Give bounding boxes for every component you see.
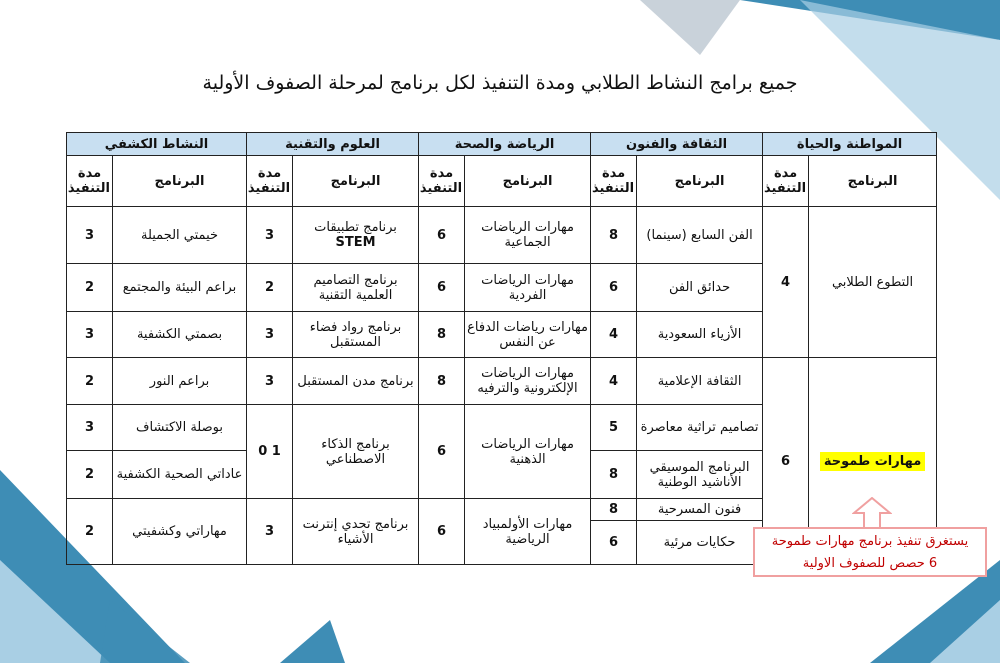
duration-cell: 6 xyxy=(419,207,465,264)
duration-cell: 4 xyxy=(763,207,809,358)
duration-cell: 3 xyxy=(247,499,293,565)
col-header-duration: مدة التنفيذ xyxy=(763,156,809,207)
program-cell: براعم النور xyxy=(113,358,247,405)
program-cell: مهارات الرياضات الذهنية xyxy=(465,405,591,499)
duration-cell: 3 xyxy=(67,207,113,264)
duration-cell: 6 xyxy=(419,264,465,312)
page-title: جميع برامج النشاط الطلابي ومدة التنفيذ لكل برنامج لمرحلة الصفوف الأولية xyxy=(202,72,798,94)
callout-note xyxy=(753,527,987,577)
duration-cell: 6 xyxy=(591,521,637,565)
program-cell: التطوع الطلابي xyxy=(809,207,937,358)
program-cell: عاداتي الصحية الكشفية xyxy=(113,451,247,499)
program-cell: فنون المسرحية xyxy=(637,499,763,521)
program-cell: حكايات مرئية xyxy=(637,521,763,565)
col-header-duration: مدة التنفيذ xyxy=(591,156,637,207)
program-cell: مهارات الرياضات الإلكترونية والترفيه xyxy=(465,358,591,405)
program-cell: برنامج الذكاء الاصطناعي xyxy=(293,405,419,499)
program-cell: الأزياء السعودية xyxy=(637,312,763,358)
duration-cell: 3 xyxy=(67,405,113,451)
program-cell: تصاميم تراثية معاصرة xyxy=(637,405,763,451)
program-cell: بصمتي الكشفية xyxy=(113,312,247,358)
program-cell: براعم البيئة والمجتمع xyxy=(113,264,247,312)
programs-table xyxy=(66,132,937,565)
col-header-program: البرنامج xyxy=(809,156,937,207)
col-header-program: البرنامج xyxy=(465,156,591,207)
program-cell: مهارات رياضات الدفاع عن النفس xyxy=(465,312,591,358)
duration-cell: 6 xyxy=(419,405,465,499)
program-cell: برنامج التصاميم العلمية التقنية xyxy=(293,264,419,312)
callout-arrow-icon xyxy=(852,497,892,529)
duration-cell: 4 xyxy=(591,358,637,405)
program-cell: مهارات الرياضات الفردية xyxy=(465,264,591,312)
duration-cell: 3 xyxy=(67,312,113,358)
duration-cell: 3 xyxy=(247,312,293,358)
col-header-duration: مدة التنفيذ xyxy=(67,156,113,207)
program-cell: مهاراتي وكشفيتي xyxy=(113,499,247,565)
top-right-triangle-grey xyxy=(640,0,740,55)
duration-cell: 2 xyxy=(67,264,113,312)
bottom-center-triangle xyxy=(280,620,345,663)
program-cell: برنامج تطبيقات STEM xyxy=(293,207,419,264)
program-cell: حدائق الفن xyxy=(637,264,763,312)
program-cell: الفن السابع (سينما) xyxy=(637,207,763,264)
duration-cell: 2 xyxy=(247,264,293,312)
duration-cell: 6 xyxy=(763,358,809,565)
col-header-program: البرنامج xyxy=(113,156,247,207)
col-header-duration: مدة التنفيذ xyxy=(247,156,293,207)
program-cell: خيمتي الجميلة xyxy=(113,207,247,264)
program-cell: بوصلة الاكتشاف xyxy=(113,405,247,451)
program-cell: برنامج تحدي إنترنت الأشياء xyxy=(293,499,419,565)
duration-cell: 3 xyxy=(247,207,293,264)
duration-cell: 8 xyxy=(419,312,465,358)
col-header-duration: مدة التنفيذ xyxy=(419,156,465,207)
duration-cell: 3 xyxy=(247,358,293,405)
duration-cell: 2 xyxy=(67,499,113,565)
duration-cell: 6 xyxy=(419,499,465,565)
program-cell: الثقافة الإعلامية xyxy=(637,358,763,405)
group-header-citizenship: المواطنة والحياة xyxy=(763,133,937,156)
duration-cell: 8 xyxy=(591,499,637,521)
program-cell: مهارات الأولمبياد الرياضية xyxy=(465,499,591,565)
duration-cell: 4 xyxy=(591,312,637,358)
duration-cell: 2 xyxy=(67,358,113,405)
program-cell: برنامج مدن المستقبل xyxy=(293,358,419,405)
callout-line-2: 6 حصص للصفوف الاولية xyxy=(802,556,938,571)
program-cell: مهارات الرياضات الجماعية xyxy=(465,207,591,264)
group-header-culture: الثقافة والفنون xyxy=(591,133,763,156)
group-header-scouting: النشاط الكشفي xyxy=(67,133,247,156)
col-header-program: البرنامج xyxy=(637,156,763,207)
duration-cell: 5 xyxy=(591,405,637,451)
program-cell: برنامج رواد فضاء المستقبل xyxy=(293,312,419,358)
duration-cell: 8 xyxy=(591,207,637,264)
group-header-science: العلوم والتقنية xyxy=(247,133,419,156)
duration-cell: 1 0 xyxy=(247,405,293,499)
bottom-left-triangle-small xyxy=(100,600,190,663)
callout-line-1: يستغرق تنفيذ برنامج مهارات طموحة xyxy=(771,534,969,549)
col-header-program: البرنامج xyxy=(293,156,419,207)
group-header-sports: الرياضة والصحة xyxy=(419,133,591,156)
duration-cell: 6 xyxy=(591,264,637,312)
program-cell-highlighted: مهارات طموحة xyxy=(809,358,937,565)
duration-cell: 2 xyxy=(67,451,113,499)
duration-cell: 8 xyxy=(591,451,637,499)
program-cell: البرنامج الموسيقي الأناشيد الوطنية xyxy=(637,451,763,499)
duration-cell: 8 xyxy=(419,358,465,405)
